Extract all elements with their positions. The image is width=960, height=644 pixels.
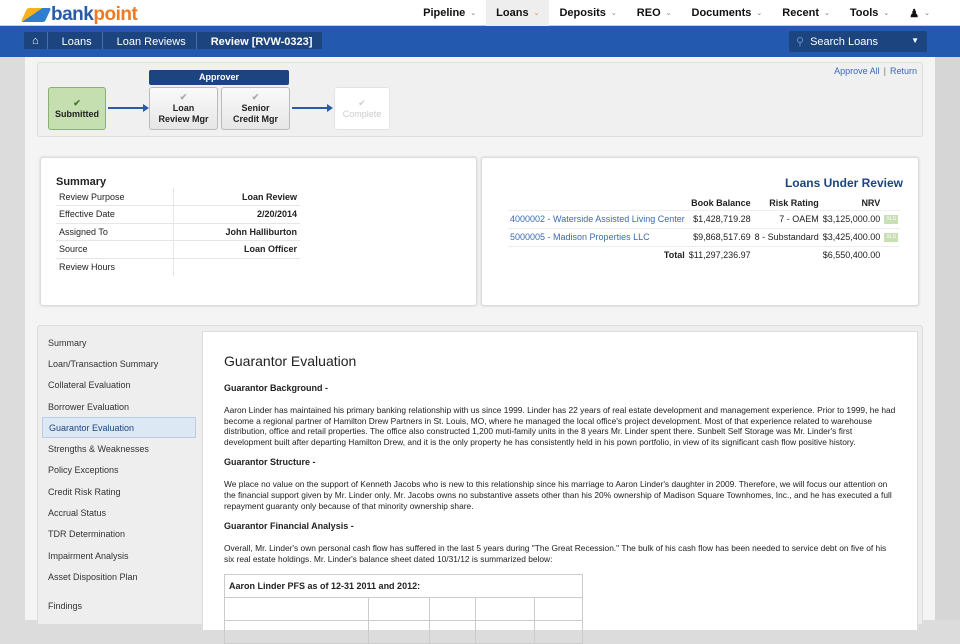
nav-label: REO	[636, 7, 661, 19]
check-icon: ✔	[358, 97, 366, 108]
content-title: Guarantor Evaluation	[224, 353, 357, 369]
chevron-down-icon: ⌄	[665, 10, 672, 17]
col-book-balance: Book Balance	[691, 197, 751, 208]
total-row: Total $11,297,236.97 $6,550,400.00	[508, 246, 900, 264]
loan-link[interactable]: 5000005 - Madison Properties LLC	[508, 228, 687, 246]
loans-table	[508, 196, 900, 264]
caret-down-icon[interactable]: ▼	[911, 36, 919, 45]
user-icon: ♟	[909, 7, 920, 20]
section-heading: Guarantor Background -	[224, 383, 329, 393]
summary-table	[56, 188, 300, 276]
step-loan-review-mgr[interactable]	[149, 87, 218, 130]
nav-label: Deposits	[559, 7, 606, 19]
check-icon: ✔	[73, 97, 81, 108]
bankpoint-logo[interactable]	[24, 4, 137, 26]
step-label: Submitted	[55, 108, 99, 119]
chevron-down-icon: ⌄	[610, 10, 617, 17]
breadcrumb-home[interactable]	[24, 32, 47, 49]
content-pane	[202, 331, 918, 631]
search-loans-input[interactable]	[789, 31, 927, 52]
nav-label: Loans	[496, 7, 529, 19]
nav-label: Tools	[849, 7, 879, 19]
nav-tools[interactable]	[840, 0, 899, 26]
sub-header	[0, 26, 960, 57]
nav-label: Pipeline	[423, 7, 466, 19]
chevron-down-icon: ⌄	[924, 10, 930, 17]
search-icon: ⚲	[796, 36, 805, 48]
step-label: Complete	[342, 108, 382, 119]
paragraph: Aaron Linder has maintained his primary banking relationship with us since 1999. Linder has 22 years of real estate development and management experience. Prior to 1999, he had become a regional partner of Hamilton Drew Partners in St. Louis, MO, where he managed the local office's project development. Most of that experience related to warehouse distribution, office and retail properties. The office also constructed 1,200 muti-family units in the 8 years Mr. Linder spent there. Sunbelt Self Storage was Mr. Linder's first development built after departing Hamilton Drew, and it is the only property he has consistently held in his pown portfolio, in view of its significant cash flow positive history.	[224, 405, 896, 447]
logo-mark-icon	[21, 8, 52, 22]
nav-user-menu[interactable]	[899, 0, 940, 26]
section-sidebar	[42, 332, 196, 617]
xls-icon[interactable]: XLS	[884, 215, 898, 224]
check-icon: ✔	[179, 92, 188, 102]
sidebar-item[interactable]: Borrower Evaluation	[48, 401, 130, 412]
nav-pipeline[interactable]	[413, 0, 486, 26]
sidebar-item[interactable]: Strengths & Weaknesses	[48, 444, 149, 455]
sidebar-item[interactable]: Summary	[48, 337, 87, 348]
arrow-icon	[108, 107, 147, 109]
review-section	[37, 325, 923, 625]
check-icon: ✔	[251, 92, 260, 102]
sidebar-item[interactable]: Loan/Transaction Summary	[48, 358, 159, 369]
sidebar-spacer	[42, 588, 196, 596]
breadcrumb-current: Review [RVW-0323]	[196, 32, 323, 49]
pfs-table-title: Aaron Linder PFS as of 12-31 2011 and 2012:	[225, 575, 583, 598]
col-nrv: NRV	[861, 197, 881, 208]
nav-loans[interactable]	[486, 0, 549, 26]
breadcrumb-loan-reviews[interactable]: Loan Reviews	[102, 32, 196, 49]
nav-recent[interactable]	[772, 0, 840, 26]
table-row: 5000005 - Madison Properties LLC $9,868,517.69 8 - Substandard $3,425,400.00 XLS	[508, 228, 900, 246]
sidebar-item[interactable]: Policy Exceptions	[48, 465, 119, 476]
table-row: Review Purpose Loan Review	[56, 188, 300, 206]
summary-panel	[40, 157, 477, 306]
section-heading: Guarantor Financial Analysis -	[224, 521, 354, 532]
return-link[interactable]: Return	[889, 66, 917, 76]
summary-title: Summary	[56, 176, 107, 188]
logo-text-bank: bank	[51, 4, 94, 25]
sidebar-item[interactable]: TDR Determination	[48, 529, 126, 540]
scrollbar[interactable]	[935, 57, 960, 620]
loans-under-review-panel	[481, 157, 919, 306]
sidebar-item-selected[interactable]: Guarantor Evaluation	[42, 417, 196, 438]
sidebar-item[interactable]: Accrual Status	[48, 508, 107, 519]
col-risk-rating: Risk Rating	[769, 197, 819, 208]
nav-deposits[interactable]	[549, 0, 626, 26]
main-nav	[413, 0, 940, 26]
step-complete	[334, 87, 390, 130]
workflow-panel: Approve All | Return Approver ✔ Submitted ✔ Loan Review Mgr ✔ Senior Credit Mgr ✔ Complete	[37, 62, 923, 137]
page-body	[25, 57, 935, 620]
table-row: 4000002 - Waterside Assisted Living Center $1,428,719.28 7 - OAEM $3,125,000.00 XLS	[508, 210, 900, 228]
pfs-table	[224, 574, 583, 644]
home-icon: ⌂	[32, 34, 39, 47]
top-header	[0, 0, 960, 26]
sidebar-item[interactable]: Credit Risk Rating	[48, 486, 121, 497]
chevron-down-icon: ⌄	[756, 10, 763, 17]
table-row: Source Loan Officer	[56, 241, 300, 259]
sidebar-item[interactable]: Collateral Evaluation	[48, 380, 131, 391]
breadcrumb	[24, 32, 322, 49]
nav-label: Recent	[782, 7, 819, 19]
arrow-icon	[292, 107, 331, 109]
chevron-down-icon: ⌄	[470, 10, 477, 17]
table-row: Assigned To John Halliburton	[56, 223, 300, 241]
step-label: Loan Review Mgr	[158, 103, 209, 124]
chevron-down-icon: ⌄	[823, 10, 830, 17]
paragraph: We place no value on the support of Kenneth Jacobs who is new to this relationship since his marriage to Aaron Linder's daughter in 2009. Therefore, we will focus our attention on the financial support given by Mr. Linder only. Mr. Jacobs owns no substantive assets other than his 20% ownership of Madison Square Townhomes, Inc., and he has executed a full repayment guaranty only because of that minority ownership share.	[224, 479, 892, 511]
logo-text-point: point	[93, 4, 138, 25]
chevron-down-icon: ⌄	[883, 10, 890, 17]
nav-label: Documents	[691, 7, 752, 19]
sidebar-item[interactable]: Findings	[48, 601, 83, 612]
step-senior-credit-mgr[interactable]	[221, 87, 290, 130]
paragraph: Overall, Mr. Linder's own personal cash flow has suffered in the last 5 years during "The Great Recession." The bulk of his cash flow has been needed to service debt on five of his six real estate holdings. Mr. Linder's balance sheet dated 10/31/12 is summarized below:	[224, 543, 887, 564]
loans-under-review-title: Loans Under Review	[784, 176, 903, 190]
breadcrumb-loans[interactable]: Loans	[47, 32, 102, 49]
step-submitted[interactable]	[48, 87, 106, 130]
search-placeholder: Search Loans	[810, 35, 878, 48]
step-label: Senior Credit Mgr	[233, 103, 278, 124]
loan-link[interactable]: 4000002 - Waterside Assisted Living Center	[508, 210, 687, 228]
nav-reo[interactable]	[627, 0, 682, 26]
xls-icon[interactable]: XLS	[884, 233, 898, 242]
sidebar-item[interactable]: Asset Disposition Plan	[48, 571, 138, 582]
sidebar-item[interactable]: Impairment Analysis	[48, 550, 129, 561]
nav-documents[interactable]	[682, 0, 773, 26]
chevron-down-icon: ⌄	[533, 10, 540, 17]
approve-all-link[interactable]: Approve All	[834, 66, 880, 76]
table-row: Effective Date 2/20/2014	[56, 206, 300, 224]
section-heading: Guarantor Structure -	[224, 457, 316, 468]
approver-label: Approver	[149, 70, 289, 85]
table-row: Review Hours	[56, 258, 300, 276]
